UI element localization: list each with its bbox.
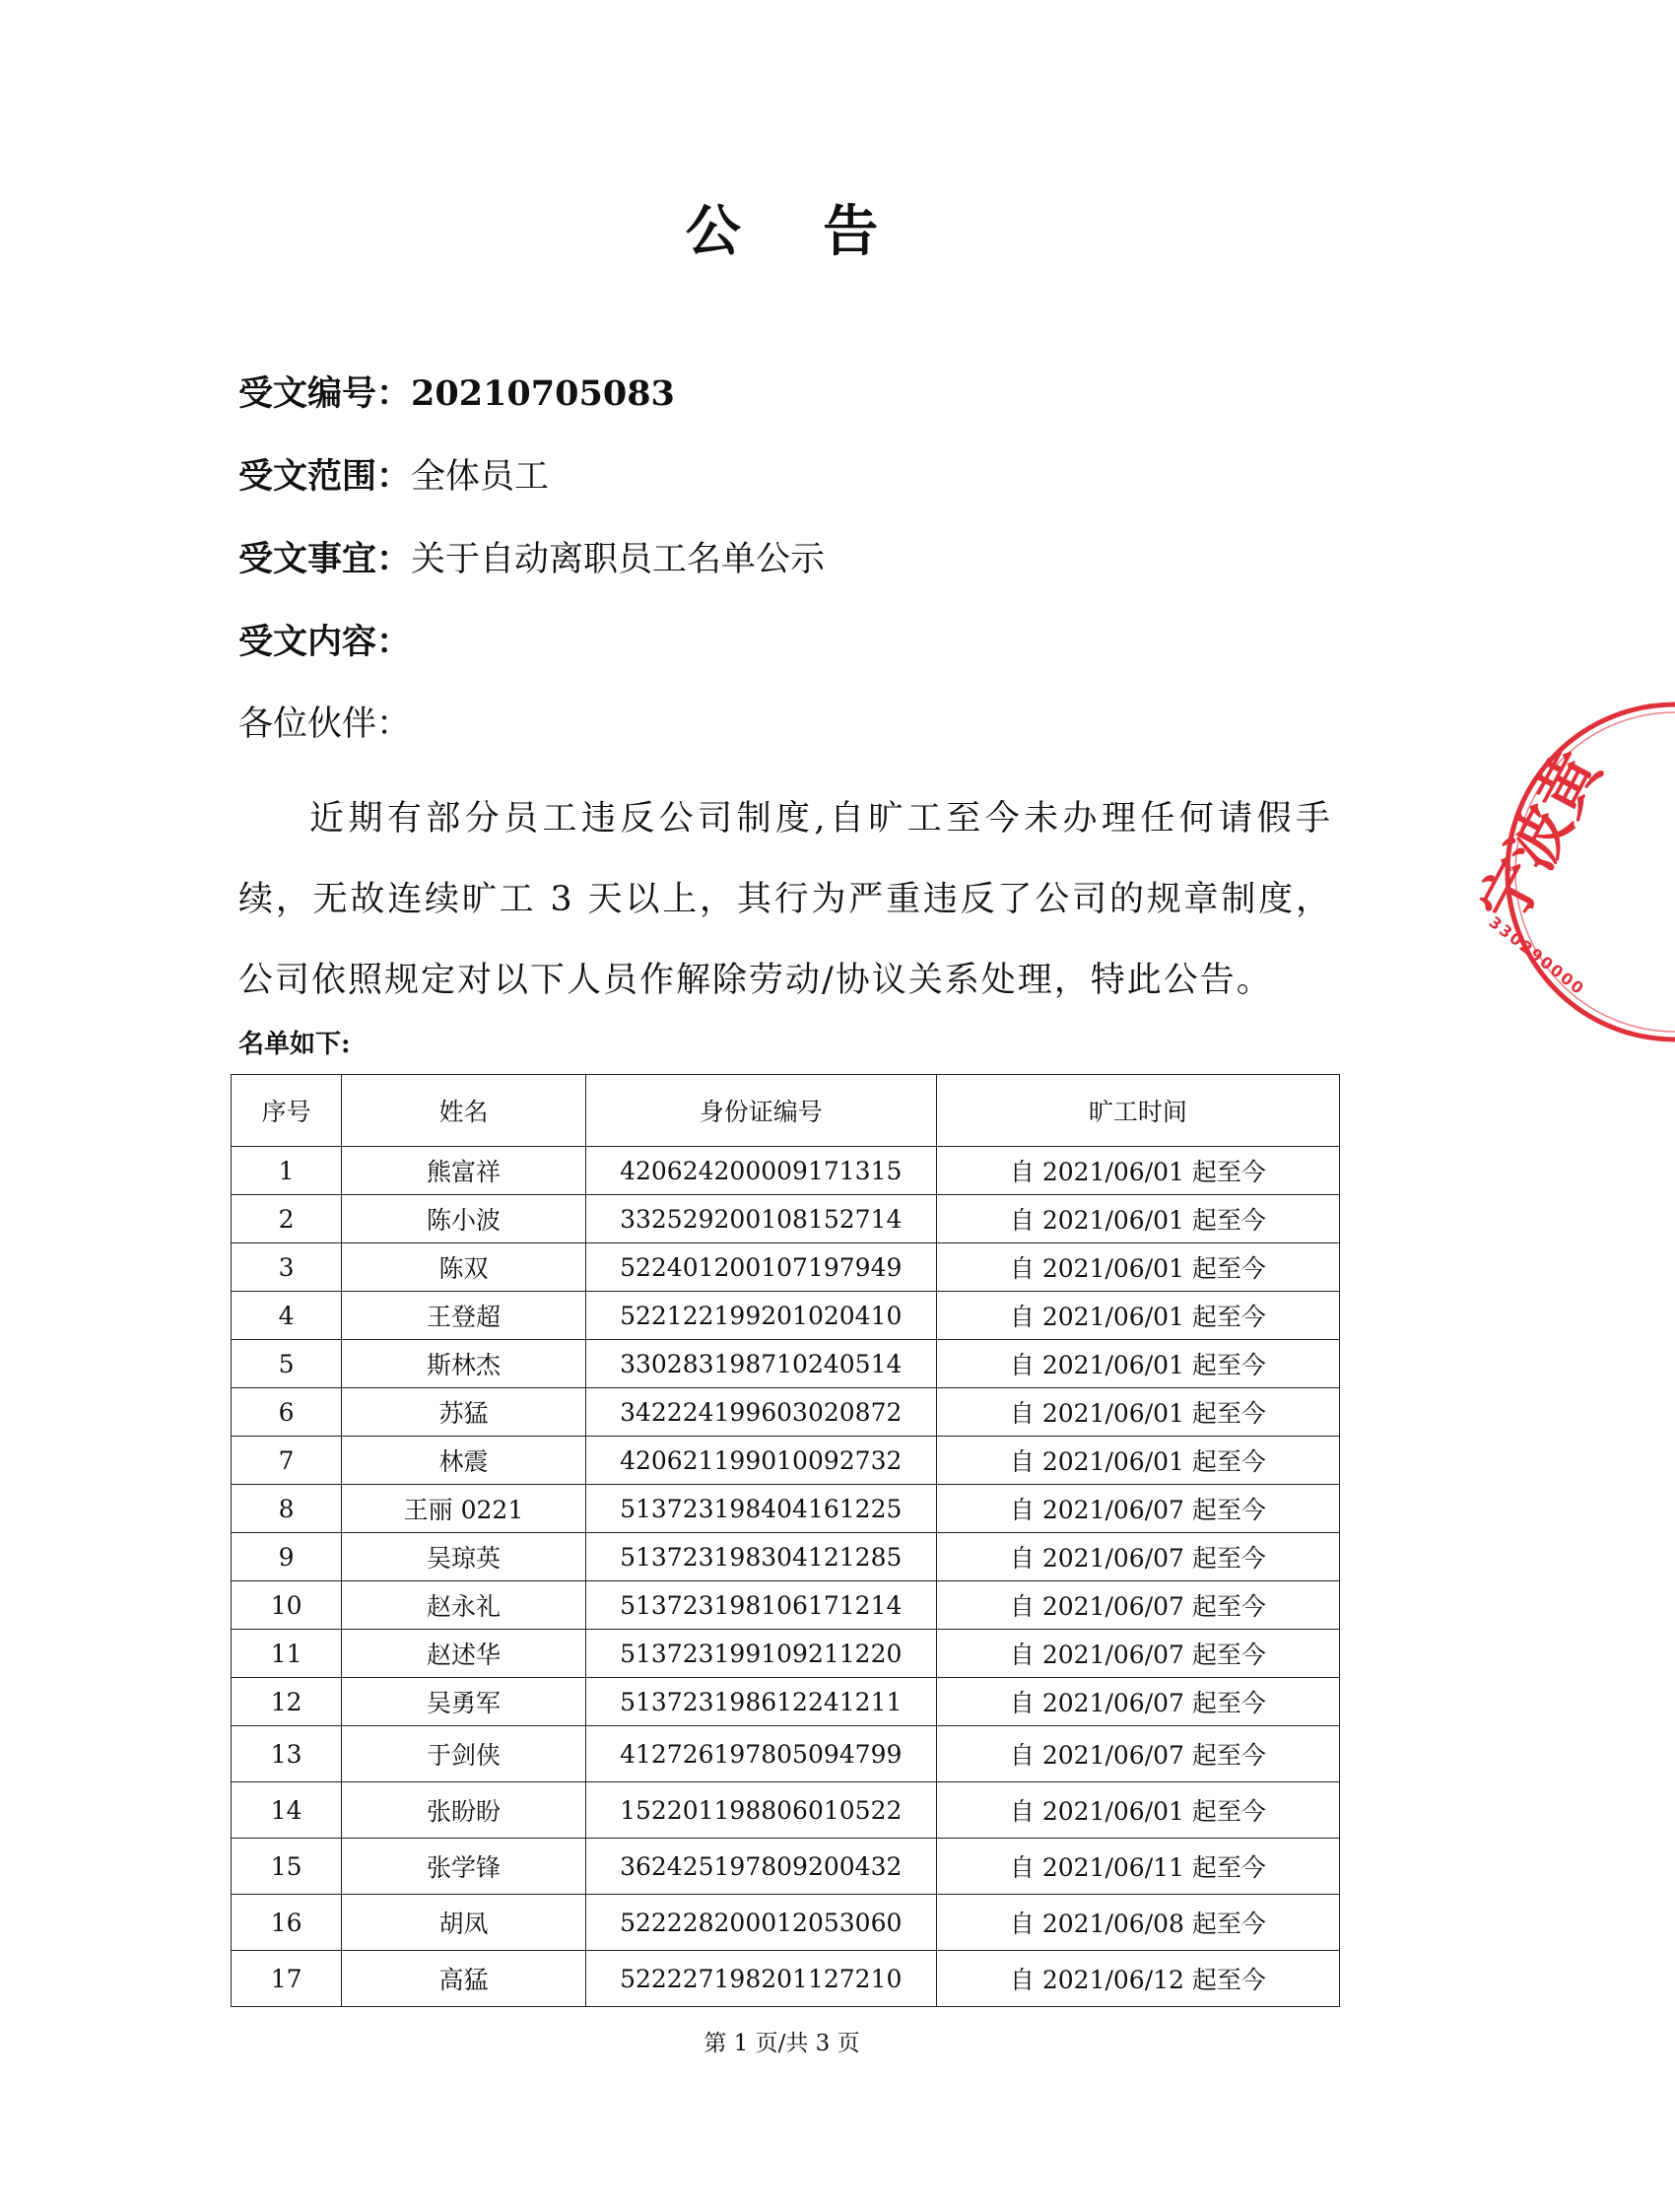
row-name: 于剑侠 [342,1726,585,1782]
table-row [232,1195,1340,1243]
doc-number-label: 受文编号： [238,373,412,414]
subject-value: 关于自动离职员工名单公示 [411,540,826,579]
row-absence-time: 自 2021/06/07 起至今 [936,1726,1339,1782]
document-title: 公 告 [685,199,910,264]
table-row [232,1243,1340,1292]
table-row [232,1895,1340,1951]
row-name: 苏猛 [342,1388,585,1437]
body-paragraph: 近期有部分员工违反公司制度,自旷工至今未办理任何请假手续，无故连续旷工 3 天以上，其行为严重违反了公司的规章制度，公司依照规定对以下人员作解除劳动/协议关系处理，特此公告。 [238,799,1332,1000]
row-id-number: 522227198201127210 [585,1951,936,2007]
row-id-number: 513723198304121285 [585,1533,936,1581]
company-seal [1448,709,1675,1035]
doc-number-value: 20210705083 [411,373,675,414]
row-id-number: 362425197809200432 [585,1839,936,1895]
row-name: 张学锋 [342,1839,585,1895]
row-absence-time: 自 2021/06/01 起至今 [936,1243,1339,1292]
row-seq: 15 [232,1839,342,1895]
table-row [232,1340,1340,1388]
row-seq: 13 [232,1726,342,1782]
row-absence-time: 自 2021/06/07 起至今 [936,1485,1339,1533]
scope-label: 受文范围： [238,456,412,497]
table-row [232,1782,1340,1839]
table-header-row [232,1075,1340,1147]
row-seq: 11 [232,1630,342,1678]
row-seq: 2 [232,1195,342,1243]
row-absence-time: 自 2021/06/08 起至今 [936,1895,1339,1951]
row-absence-time: 自 2021/06/12 起至今 [936,1951,1339,2007]
row-name: 陈小波 [342,1195,585,1243]
table-row [232,1726,1340,1782]
row-name: 吴琼英 [342,1533,585,1581]
row-name: 胡凤 [342,1895,585,1951]
row-absence-time: 自 2021/06/01 起至今 [936,1340,1339,1388]
row-name: 王登超 [342,1292,585,1340]
row-absence-time: 自 2021/06/07 起至今 [936,1533,1339,1581]
row-seq: 9 [232,1533,342,1581]
row-name: 斯林杰 [342,1340,585,1388]
table-row [232,1533,1340,1581]
row-seq: 7 [232,1437,342,1485]
scope-line [238,452,549,502]
table-row [232,1388,1340,1437]
row-id-number: 332529200108152714 [585,1195,936,1243]
table-row [232,1147,1340,1195]
row-id-number: 522401200107197949 [585,1243,936,1292]
row-id-number: 330283198710240514 [585,1340,936,1388]
row-absence-time: 自 2021/06/01 起至今 [936,1437,1339,1485]
row-absence-time: 自 2021/06/01 起至今 [936,1147,1339,1195]
header-seq: 序号 [232,1075,342,1147]
row-name: 陈双 [342,1243,585,1292]
row-name: 吴勇军 [342,1678,585,1726]
row-seq: 16 [232,1895,342,1951]
row-name: 张盼盼 [342,1782,585,1839]
row-seq: 17 [232,1951,342,2007]
row-id-number: 513723198106171214 [585,1581,936,1630]
seal-text: 宁波黄 [1465,739,1615,936]
table-row [232,1630,1340,1678]
row-name: 赵永礼 [342,1581,585,1630]
row-seq: 4 [232,1292,342,1340]
table-row [232,1839,1340,1895]
row-absence-time: 自 2021/06/01 起至今 [936,1388,1339,1437]
content-label: 受文内容： [238,622,412,662]
row-seq: 10 [232,1581,342,1630]
doc-number-line [238,369,675,419]
row-name: 高猛 [342,1951,585,2007]
row-id-number: 513723198404161225 [585,1485,936,1533]
table-row [232,1951,1340,2007]
row-id-number: 420621199010092732 [585,1437,936,1485]
row-seq: 1 [232,1147,342,1195]
row-name: 王丽 0221 [342,1485,585,1533]
row-absence-time: 自 2021/06/11 起至今 [936,1839,1339,1895]
row-name: 熊富祥 [342,1147,585,1195]
row-seq: 8 [232,1485,342,1533]
row-id-number: 522228200012053060 [585,1895,936,1951]
row-id-number: 513723198612241211 [585,1678,936,1726]
row-absence-time: 自 2021/06/01 起至今 [936,1292,1339,1340]
content-line [238,618,411,667]
row-seq: 6 [232,1388,342,1437]
row-absence-time: 自 2021/06/01 起至今 [936,1195,1339,1243]
employee-table [231,1074,1340,2007]
greeting: 各位伙伴： [238,704,412,744]
row-name: 赵述华 [342,1630,585,1678]
table-row [232,1485,1340,1533]
table-row [232,1581,1340,1630]
row-id-number: 342224199603020872 [585,1388,936,1437]
row-absence-time: 自 2021/06/07 起至今 [936,1630,1339,1678]
row-seq: 3 [232,1243,342,1292]
row-id-number: 412726197805094799 [585,1726,936,1782]
row-seq: 12 [232,1678,342,1726]
row-absence-time: 自 2021/06/01 起至今 [936,1782,1339,1839]
subject-label: 受文事宜： [238,539,412,579]
table-row [232,1437,1340,1485]
scope-value: 全体员工 [411,457,550,497]
row-id-number: 420624200009171315 [585,1147,936,1195]
row-id-number: 522122199201020410 [585,1292,936,1340]
row-name: 林震 [342,1437,585,1485]
row-absence-time: 自 2021/06/07 起至今 [936,1581,1339,1630]
row-absence-time: 自 2021/06/07 起至今 [936,1678,1339,1726]
row-id-number: 152201198806010522 [585,1782,936,1839]
subject-line [238,535,825,584]
list-title: 名单如下: [238,1030,351,1059]
row-id-number: 513723199109211220 [585,1630,936,1678]
header-absence-time: 旷工时间 [936,1075,1339,1147]
seal-number: 330290000 [1485,912,1589,999]
row-seq: 14 [232,1782,342,1839]
table-row [232,1292,1340,1340]
header-id-number: 身份证编号 [585,1075,936,1147]
table-row [232,1678,1340,1726]
header-name: 姓名 [342,1075,585,1147]
row-seq: 5 [232,1340,342,1388]
page-footer: 第 1 页/共 3 页 [704,2031,860,2056]
